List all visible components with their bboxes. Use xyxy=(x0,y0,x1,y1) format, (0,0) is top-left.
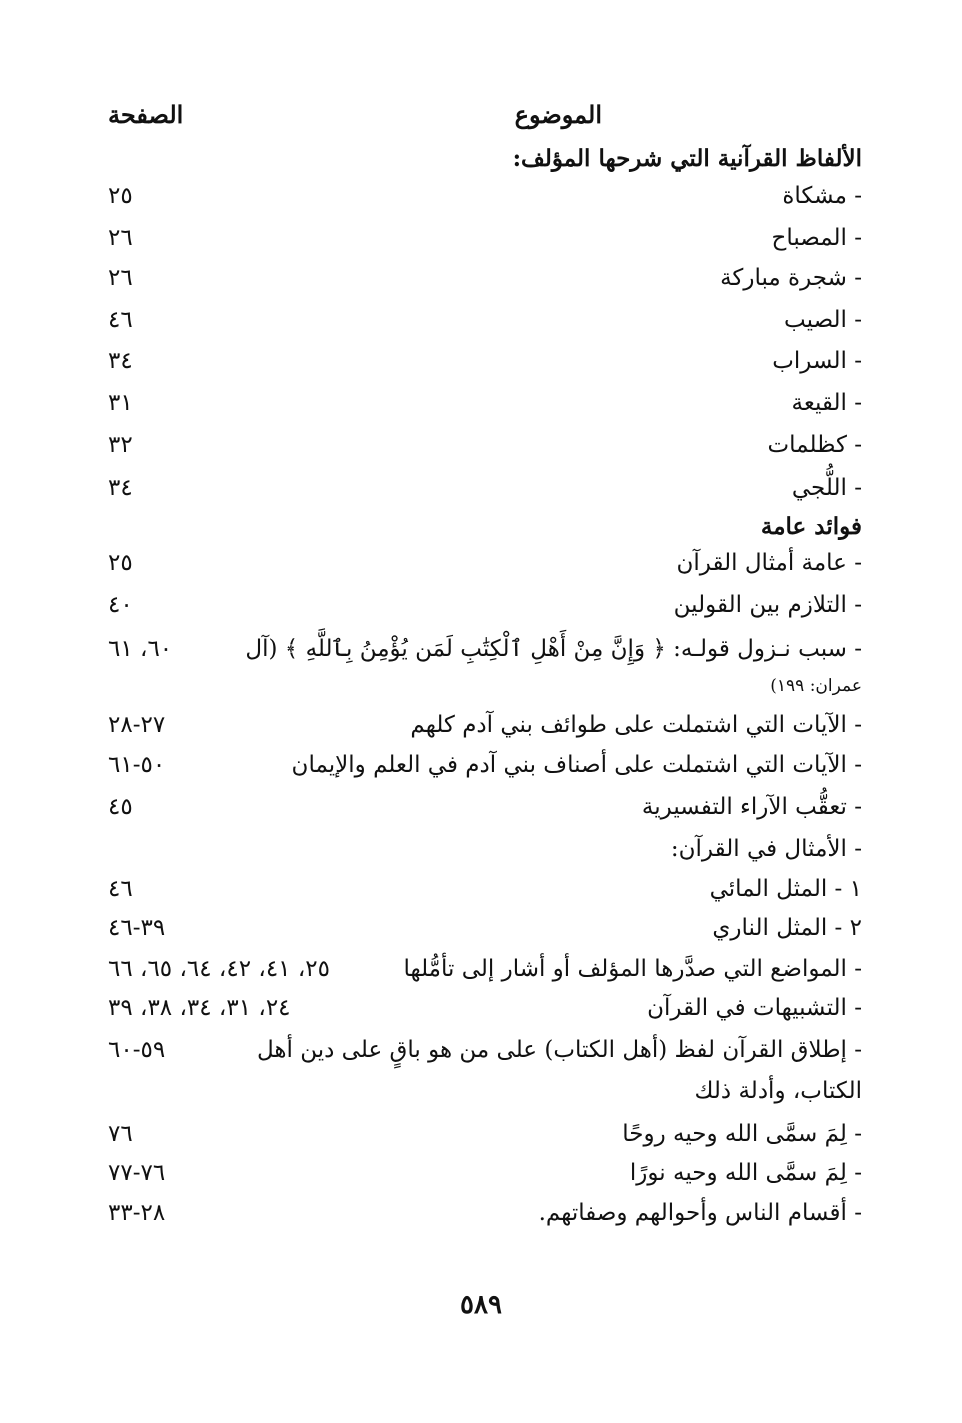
index-page-ref: ٤٦ xyxy=(108,876,133,902)
index-row xyxy=(0,1121,962,1161)
index-topic: - لِمَ سمَّى الله وحيه روحًا xyxy=(622,1121,862,1147)
index-page-ref: ٢٨-٣٣ xyxy=(108,1200,166,1226)
index-row xyxy=(0,225,962,265)
index-page-ref: ٢٥، ٤١، ٤٢، ٦٤، ٦٥، ٦٦ xyxy=(108,956,330,982)
index-row xyxy=(0,712,962,752)
index-row xyxy=(0,836,962,876)
index-row xyxy=(0,183,962,223)
index-topic: - الأمثال في القرآن: xyxy=(670,836,862,862)
index-row xyxy=(0,475,962,515)
index-row xyxy=(0,390,962,430)
index-topic: - تعقُّب الآراء التفسيرية xyxy=(641,794,862,820)
index-page-ref: ٤٠ xyxy=(108,592,133,618)
topic-column-header: الموضوع xyxy=(514,100,602,129)
index-page-ref: ٣٤ xyxy=(108,475,133,501)
index-topic: الألفاظ القرآنية التي شرحها المؤلف: xyxy=(512,145,862,172)
index-topic: - الآيات التي اشتملت على طوائف بني آدم كلهم xyxy=(410,712,862,738)
page-column-header: الصفحة xyxy=(108,100,184,129)
index-page-ref: ٢٦ xyxy=(108,265,133,291)
index-topic: - التشبيهات في القرآن xyxy=(647,995,862,1021)
index-topic: - المصباح xyxy=(771,225,862,251)
index-page-ref: ٢٥ xyxy=(108,550,133,576)
index-topic: - عامة أمثال القرآن xyxy=(676,550,862,576)
index-topic: - القيعة xyxy=(791,390,862,416)
index-row xyxy=(0,956,962,996)
index-topic: ٢ - المثل الناري xyxy=(712,915,862,941)
index-page-ref: ٦٠، ٦١ xyxy=(108,636,173,662)
index-topic: - اللُّجي xyxy=(791,475,862,501)
index-row xyxy=(0,915,962,955)
index-topic: - شجرة مباركة xyxy=(720,265,862,291)
index-row xyxy=(0,265,962,305)
index-row xyxy=(0,1037,962,1077)
index-topic: - الآيات التي اشتملت على أصناف بني آدم في العلم والإيمان xyxy=(291,752,862,778)
index-row xyxy=(0,876,962,916)
index-topic: - أقسام الناس وأحوالهم وصفاتهم. xyxy=(538,1200,862,1226)
index-row xyxy=(0,513,962,553)
page-number: ٥٨٩ xyxy=(460,1290,502,1320)
index-row xyxy=(0,1160,962,1200)
index-page-ref: ٧٦ xyxy=(108,1121,133,1147)
index-row xyxy=(0,794,962,834)
index-topic: - التلازم بين القولين xyxy=(673,592,862,618)
index-row xyxy=(0,636,962,676)
index-row xyxy=(0,995,962,1035)
index-row xyxy=(0,348,962,388)
index-row xyxy=(0,1200,962,1240)
index-topic: - سبب نـزول قولـه: ﴿ وَإِنَّ مِنْ أَهْلِ ٱلْكِتَٰبِ لَمَن يُؤْمِنُ بِٱللَّهِ ﴾ (آل xyxy=(245,636,862,662)
index-topic: - الصيب xyxy=(784,307,862,333)
index-topic: - السراب xyxy=(772,348,862,374)
index-topic: - لِمَ سمَّى الله وحيه نورًا xyxy=(629,1160,862,1186)
index-topic: - مشكاة xyxy=(782,183,862,209)
index-page-ref: ٣١ xyxy=(108,390,133,416)
index-row xyxy=(0,752,962,792)
index-topic: - المواضع التي صدَّرها المؤلف أو أشار إلى تأمُّلها xyxy=(403,956,862,982)
index-page-ref: ٢٧-٢٨ xyxy=(108,712,166,738)
index-row xyxy=(0,676,962,716)
index-page-ref: ٤٥ xyxy=(108,794,133,820)
index-topic: - إطلاق القرآن لفظ (أهل الكتاب) على من هو باقٍ على دين أهل xyxy=(256,1037,862,1063)
index-topic: الكتاب، وأدلة ذلك xyxy=(694,1078,862,1104)
index-row xyxy=(0,145,962,185)
index-page-ref: ٣٤ xyxy=(108,348,133,374)
index-row xyxy=(0,432,962,472)
index-page-ref: ٥٠-٦١ xyxy=(108,752,166,778)
index-page-ref: ٧٦-٧٧ xyxy=(108,1160,166,1186)
index-row xyxy=(0,550,962,590)
index-page-ref: ٤٦ xyxy=(108,307,133,333)
index-page-ref: ٢٦ xyxy=(108,225,133,251)
index-page-ref: ٣٢ xyxy=(108,432,133,458)
index-topic: ١ - المثل المائي xyxy=(709,876,862,902)
index-page-ref: ٥٩-٦٠ xyxy=(108,1037,166,1063)
index-page-ref: ٢٥ xyxy=(108,183,133,209)
index-page-ref: ٢٤، ٣١، ٣٤، ٣٨، ٣٩ xyxy=(108,995,291,1021)
index-row xyxy=(0,307,962,347)
index-row xyxy=(0,592,962,632)
index-topic: فوائد عامة xyxy=(760,513,862,540)
index-row xyxy=(0,1078,962,1118)
index-page-ref: ٣٩-٤٦ xyxy=(108,915,166,941)
index-topic: - كظلمات xyxy=(767,432,862,458)
index-topic: عمران: ١٩٩) xyxy=(770,676,862,696)
